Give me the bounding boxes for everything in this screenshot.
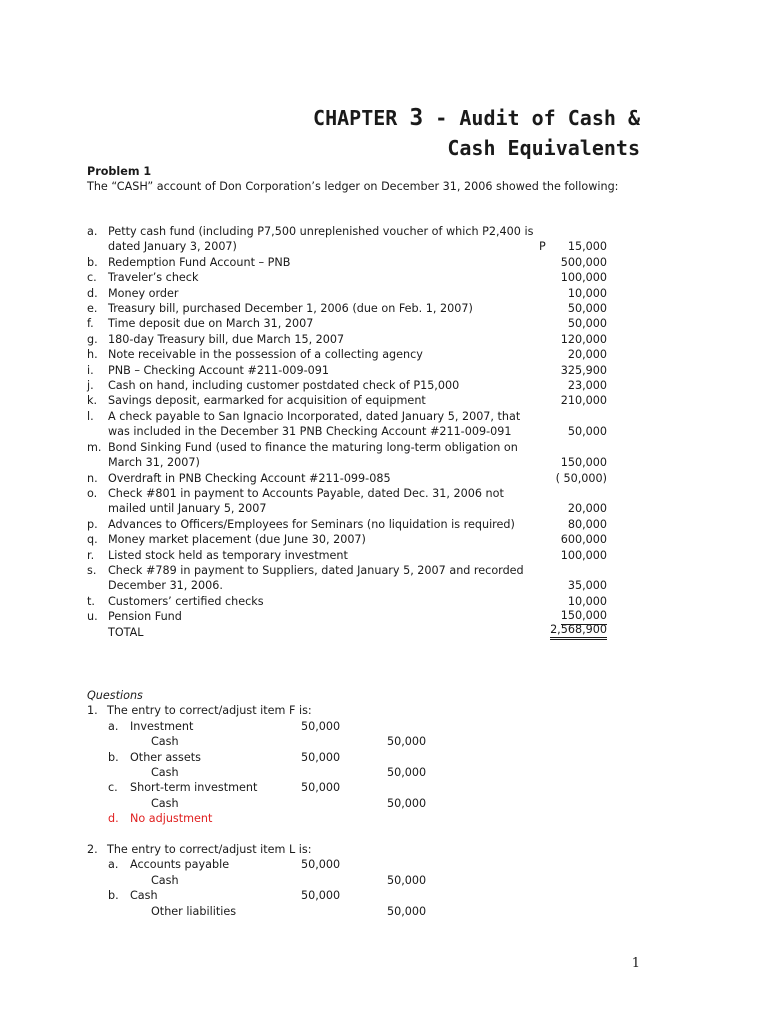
list-item: d. Money order 10,000 bbox=[87, 286, 607, 300]
problem-intro: The “CASH” account of Don Corporation’s ledger on December 31, 2006 showed the following: bbox=[87, 180, 619, 193]
item-amount: 100,000 bbox=[560, 271, 607, 285]
currency-symbol: P bbox=[539, 240, 546, 254]
total-amount: 2,568,900 bbox=[550, 622, 607, 640]
list-item: c. Traveler’s check 100,000 bbox=[87, 271, 607, 285]
item-amount: 50,000 bbox=[567, 425, 607, 439]
item-amount: 600,000 bbox=[560, 533, 607, 547]
option-2a-credit: Cash 50,000 bbox=[151, 873, 427, 887]
cash-items-list bbox=[87, 224, 607, 640]
list-item: a. Petty cash fund (including P7,500 unreplenished voucher of which P2,400 is dated January 3, 2007) P 15,000 bbox=[87, 225, 607, 254]
option-1b: b. Other assets 50,000 bbox=[108, 750, 341, 764]
question-2: 2. The entry to correct/adjust item L is: bbox=[87, 842, 312, 856]
list-item: n. Overdraft in PNB Checking Account #211-099-085 ( 50,000) bbox=[87, 471, 607, 485]
item-amount: 100,000 bbox=[560, 548, 607, 562]
chapter-title: CHAPTER 3 - Audit of Cash & bbox=[313, 105, 640, 131]
list-item: u. Pension Fund 150,000 bbox=[87, 609, 607, 624]
list-item: r. Listed stock held as temporary investment 100,000 bbox=[87, 548, 607, 562]
option-2b-credit: Other liabilities 50,000 bbox=[151, 904, 427, 918]
item-amount: 15,000 bbox=[567, 240, 607, 254]
list-item: p. Advances to Officers/Employees for Seminars (no liquidation is required) 80,000 bbox=[87, 517, 607, 531]
item-amount: 20,000 bbox=[567, 348, 607, 362]
list-item: i. PNB – Checking Account #211-009-091 325,900 bbox=[87, 363, 607, 377]
list-item: l. A check payable to San Ignacio Incorporated, dated January 5, 2007, that was included in the December 31 PNB Checking Account #211-009-091 50,000 bbox=[87, 409, 607, 439]
list-item: k. Savings deposit, earmarked for acquisition of equipment 210,000 bbox=[87, 394, 607, 408]
item-amount: 150,000 bbox=[560, 456, 607, 470]
problem-heading: Problem 1 bbox=[87, 165, 152, 178]
list-item: f. Time deposit due on March 31, 2007 50,000 bbox=[87, 317, 607, 331]
list-item: t. Customers’ certified checks 10,000 bbox=[87, 594, 607, 608]
item-amount: ( 50,000) bbox=[555, 471, 607, 485]
list-item: b. Redemption Fund Account – PNB 500,000 bbox=[87, 255, 607, 269]
option-1d-answer: d. No adjustment bbox=[108, 812, 213, 826]
item-amount: 500,000 bbox=[560, 255, 607, 269]
questions-heading: Questions bbox=[87, 689, 143, 702]
option-1c: c. Short-term investment 50,000 bbox=[108, 781, 341, 795]
item-amount: 35,000 bbox=[567, 579, 607, 593]
page-number: 1 bbox=[631, 956, 640, 971]
question-1: 1. The entry to correct/adjust item F is: bbox=[87, 704, 312, 718]
total-row bbox=[87, 622, 607, 640]
option-1a-credit: Cash 50,000 bbox=[151, 735, 427, 749]
list-item: s. Check #789 in payment to Suppliers, dated January 5, 2007 and recorded December 31, 2006. 35,000 bbox=[87, 563, 607, 593]
item-amount: 23,000 bbox=[567, 379, 607, 393]
option-1c-credit: Cash 50,000 bbox=[151, 796, 427, 810]
item-amount: 120,000 bbox=[560, 332, 607, 346]
item-amount: 10,000 bbox=[567, 286, 607, 300]
chapter-subtitle: Cash Equivalents bbox=[447, 136, 640, 160]
item-amount: 325,900 bbox=[560, 363, 607, 377]
list-item: e. Treasury bill, purchased December 1, 2006 (due on Feb. 1, 2007) 50,000 bbox=[87, 302, 607, 316]
item-amount: 50,000 bbox=[567, 317, 607, 331]
option-2a: a. Accounts payable 50,000 bbox=[108, 858, 341, 872]
list-item: g. 180-day Treasury bill, due March 15, 2007 120,000 bbox=[87, 332, 607, 346]
list-item: m. Bond Sinking Fund (used to finance the maturing long-term obligation on March 31, 2007) 150,000 bbox=[87, 440, 607, 470]
item-amount: 10,000 bbox=[567, 594, 607, 608]
option-1a: a. Investment 50,000 bbox=[108, 719, 341, 733]
item-amount: 150,000 bbox=[561, 608, 607, 624]
option-1b-credit: Cash 50,000 bbox=[151, 765, 427, 779]
item-amount: 80,000 bbox=[567, 517, 607, 531]
total-label: TOTAL bbox=[108, 625, 144, 639]
list-item: j. Cash on hand, including customer postdated check of P15,000 23,000 bbox=[87, 379, 607, 393]
item-amount: 20,000 bbox=[567, 502, 607, 516]
list-item: o. Check #801 in payment to Accounts Payable, dated Dec. 31, 2006 not mailed until January 5, 2007 20,000 bbox=[87, 486, 607, 516]
list-item: q. Money market placement (due June 30, 2007) 600,000 bbox=[87, 533, 607, 547]
item-amount: 210,000 bbox=[560, 394, 607, 408]
questions-section bbox=[87, 688, 547, 919]
list-item: h. Note receivable in the possession of a collecting agency 20,000 bbox=[87, 348, 607, 362]
option-2b: b. Cash 50,000 bbox=[108, 889, 341, 903]
item-amount: 50,000 bbox=[567, 302, 607, 316]
